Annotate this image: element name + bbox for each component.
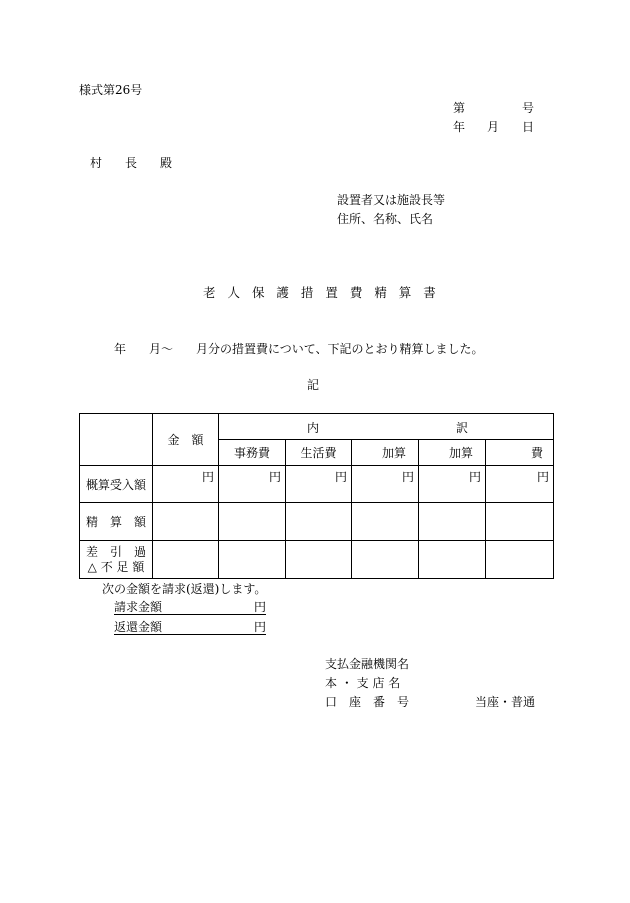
difference-label-line2: △ 不 足 額 xyxy=(87,559,145,574)
ki-label: 記 xyxy=(307,378,320,392)
request-amount-line xyxy=(114,600,266,615)
amount-cell xyxy=(153,503,219,541)
row-label-settlement-amount: 精 算 額 xyxy=(80,503,153,541)
amount-cell xyxy=(286,541,352,579)
yen-cell: 円 xyxy=(352,466,419,503)
settlement-table xyxy=(79,413,554,579)
bank-account-number: 口 座 番 号 xyxy=(325,695,410,709)
amount-cell xyxy=(419,503,486,541)
number-prefix: 第 xyxy=(453,101,466,115)
amount-cell xyxy=(153,541,219,579)
difference-label-line1: 差 引 過 xyxy=(85,544,146,559)
amount-cell xyxy=(352,541,419,579)
request-note: 次の金額を請求(返還)します。 xyxy=(102,582,267,596)
number-suffix: 号 xyxy=(522,101,535,115)
return-amount-yen: 円 xyxy=(253,620,266,634)
yen-cell: 円 xyxy=(219,466,286,503)
request-amount-label: 請求金額 xyxy=(114,600,163,614)
body-month-from: 月～ xyxy=(149,342,174,356)
bank-account-type: 当座・普通 xyxy=(475,695,536,709)
return-amount-label: 返還金額 xyxy=(114,620,163,634)
form-number: 様式第26号 xyxy=(79,83,143,97)
amount-cell xyxy=(486,503,554,541)
amount-cell xyxy=(419,541,486,579)
yen-cell: 円 xyxy=(486,466,554,503)
yen-cell: 円 xyxy=(419,466,486,503)
subheader-addition-1: 加算 xyxy=(352,440,419,466)
amount-cell xyxy=(286,503,352,541)
yen-cell: 円 xyxy=(153,466,219,503)
return-amount-line xyxy=(114,620,266,635)
amount-header xyxy=(153,414,219,466)
document-title: 老 人 保 護 措 置 費 精 算 書 xyxy=(203,285,440,300)
date-year: 年 xyxy=(453,120,466,134)
date-month: 月 xyxy=(487,120,500,134)
row-label-estimated-receipt: 概算受入額 xyxy=(80,466,153,503)
addressee-honorific: 殿 xyxy=(160,156,173,170)
request-amount-field xyxy=(114,600,266,615)
amount-cell xyxy=(486,541,554,579)
body-sentence: 月分の措置費について、下記のとおり精算しました。 xyxy=(196,342,484,356)
subheader-addition-2: 加算 xyxy=(419,440,486,466)
bank-branch: 本 ・ 支 店 名 xyxy=(325,676,401,690)
subheader-expense: 費 xyxy=(486,440,554,466)
amount-cell xyxy=(219,541,286,579)
date-day: 日 xyxy=(522,120,535,134)
header-blank-cell xyxy=(80,414,153,466)
subheader-office-expense: 事務費 xyxy=(219,440,286,466)
addressee-village: 村 xyxy=(90,156,103,170)
return-amount-field xyxy=(114,620,266,635)
row-label-difference xyxy=(80,541,153,579)
amount-header-label: 金 額 xyxy=(167,433,204,447)
breakdown-header xyxy=(219,414,554,440)
sender-details: 住所、名称、氏名 xyxy=(337,212,434,226)
sender-title: 設置者又は施設長等 xyxy=(337,193,446,207)
amount-cell xyxy=(219,503,286,541)
subheader-living-expense: 生活費 xyxy=(286,440,352,466)
breakdown-left-char: 内 xyxy=(307,421,320,435)
addressee-head: 長 xyxy=(125,156,138,170)
yen-cell: 円 xyxy=(286,466,352,503)
request-amount-yen: 円 xyxy=(253,600,266,614)
breakdown-right-char: 訳 xyxy=(456,421,469,435)
body-year: 年 xyxy=(114,342,127,356)
bank-institution: 支払金融機関名 xyxy=(325,657,410,671)
amount-cell xyxy=(352,503,419,541)
